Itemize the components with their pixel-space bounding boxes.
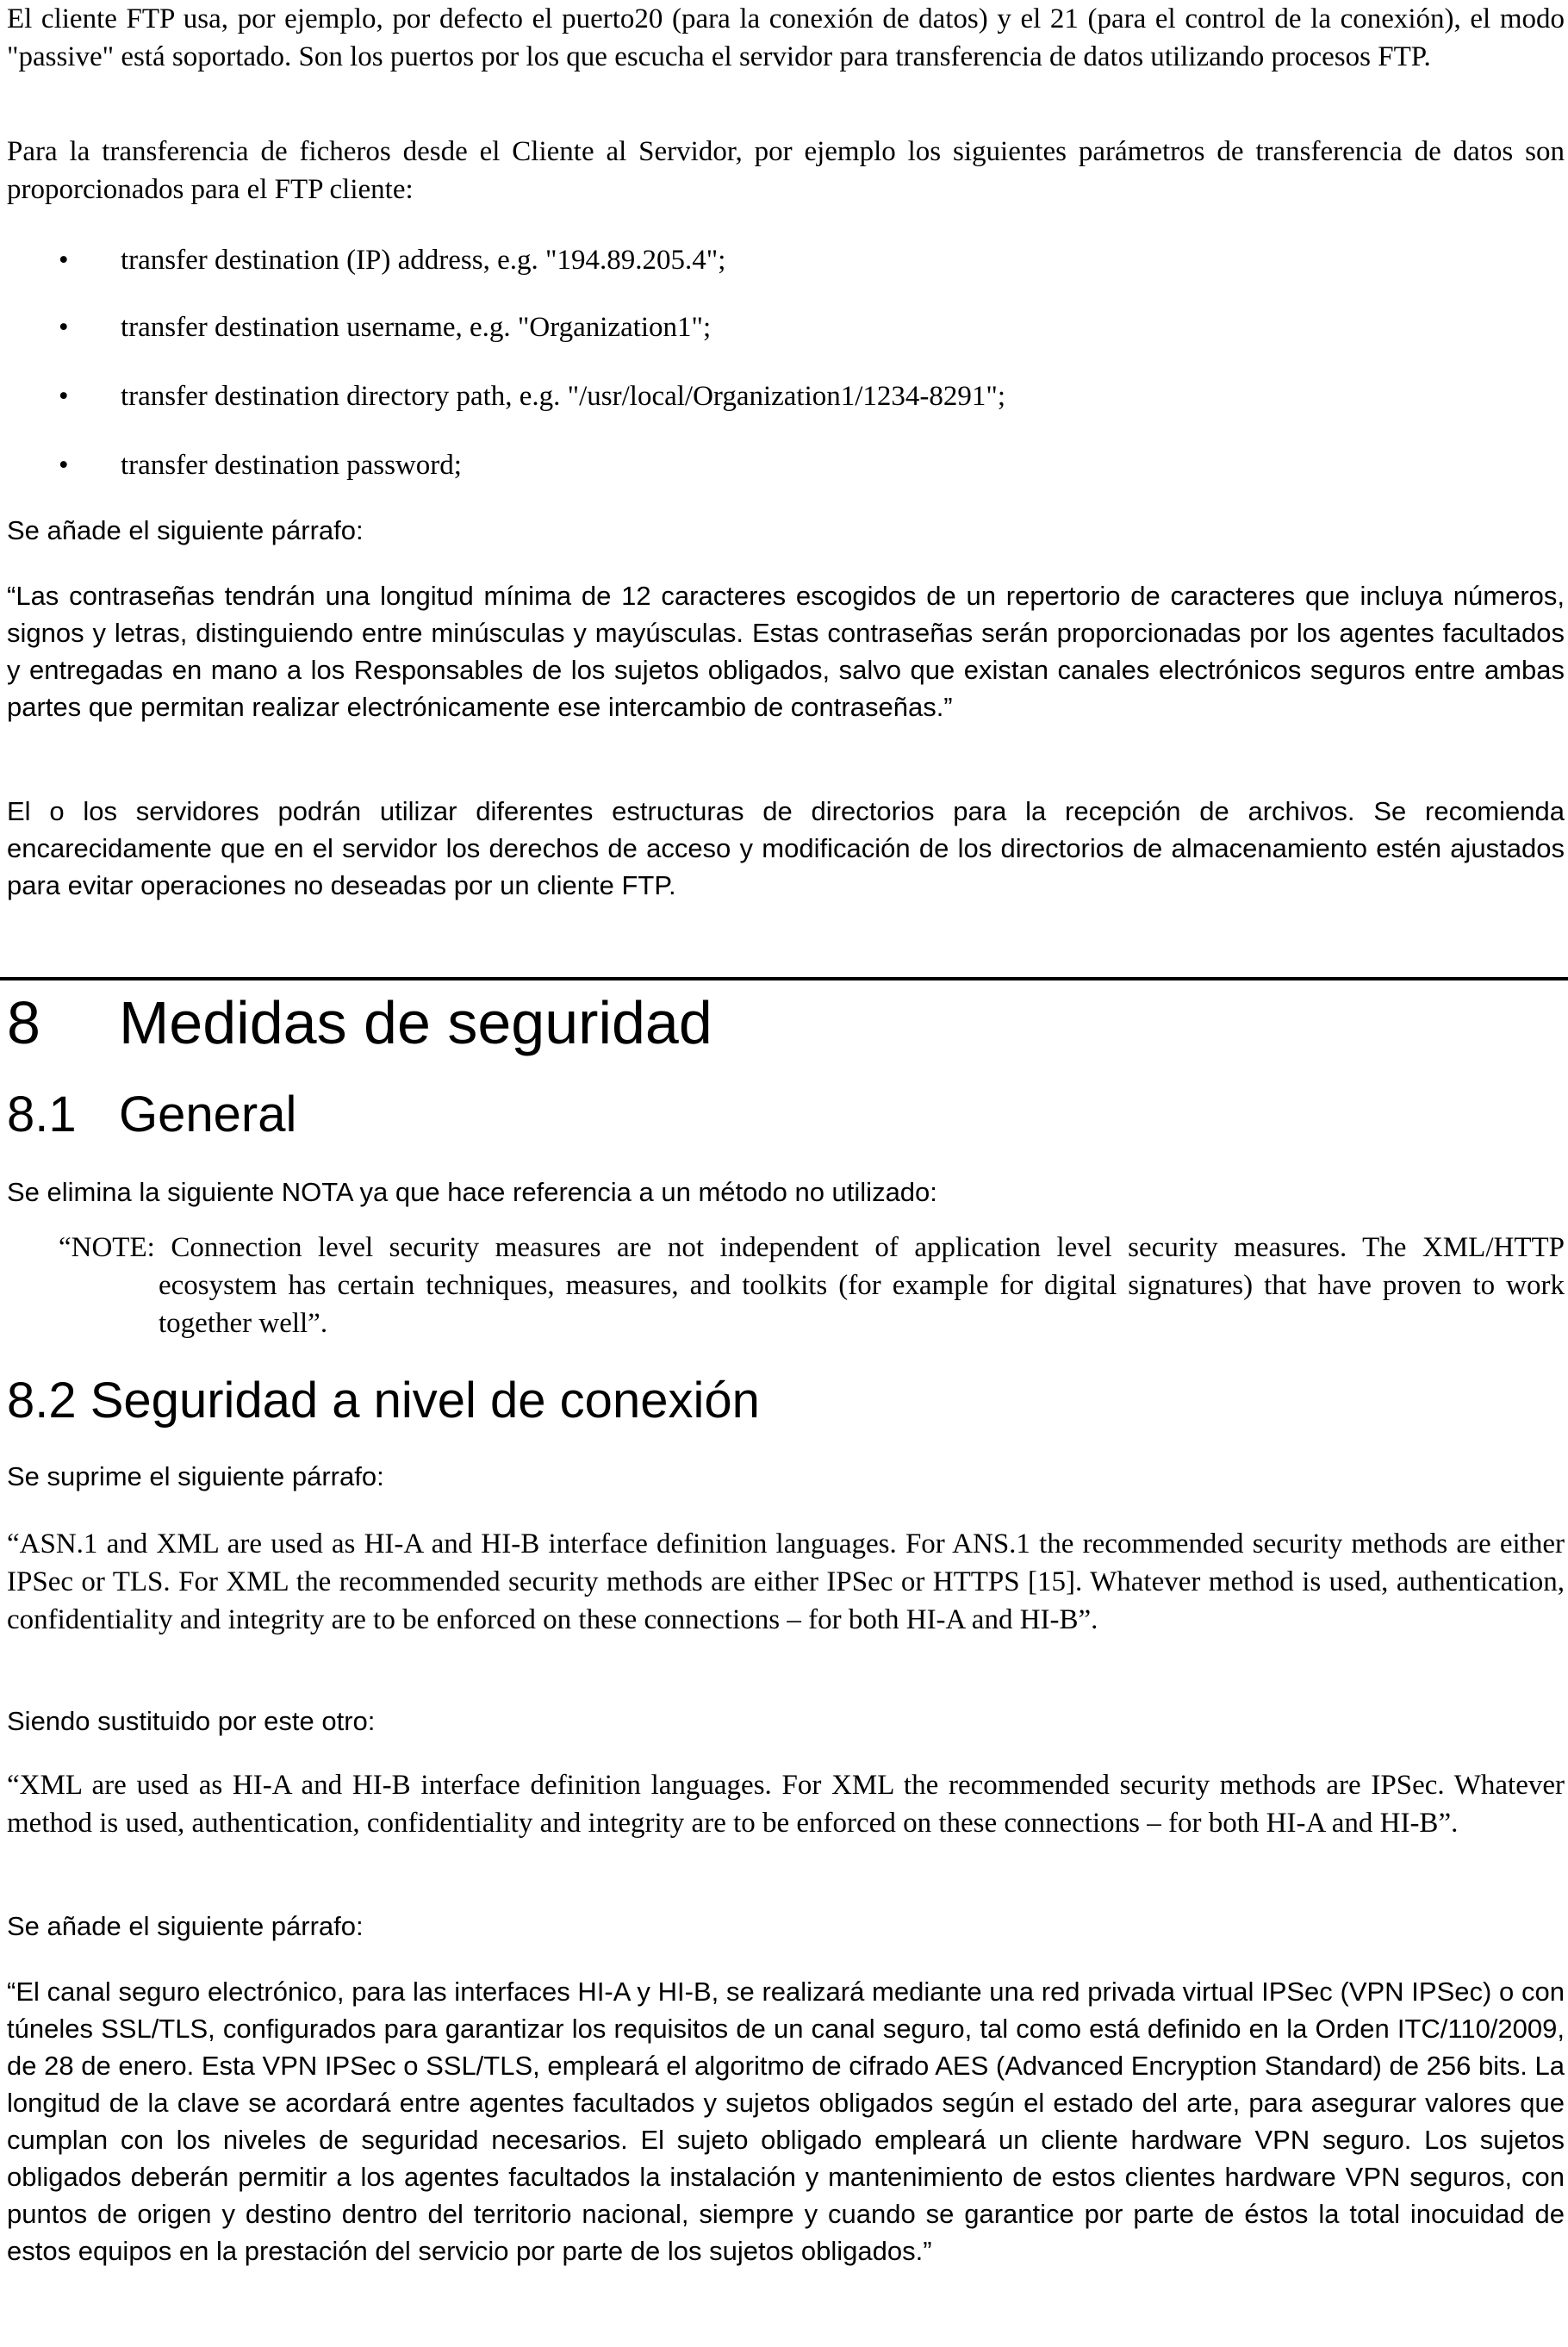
list-item-text: transfer destination password;	[121, 450, 462, 481]
ftp-ports-paragraph: El cliente FTP usa, por ejemplo, por defecto el puerto20 (para la conexión de datos) y el 21 (para el control de la conexión), el modo "passive" está soportado. Son los puertos por los que escucha el servidor para transferencia de datos utilizando procesos FTP.	[7, 3, 1565, 72]
list-item-text: transfer destination directory path, e.g. "/usr/local/Organization1/1234-8291";	[121, 381, 1006, 412]
list-item-text: transfer destination (IP) address, e.g. "194.89.205.4";	[121, 245, 726, 276]
vpn-secure-channel-quote: “El canal seguro electrónico, para las interfaces HI-A y HI-B, se realizará mediante una red privada virtual IPSec (VPN IPSec) o con túneles SSL/TLS, configurados para garantizar los requisitos de un canal seguro, tal como está definido en la Orden ITC/110/2009, de 28 de enero. Esta VPN IPSec o SSL/TLS, empleará el algoritmo de cifrado AES (Advanced Encryption Standard) de 256 bits. La longitud de la clave se acordará entre agentes facultados y sujetos obligados según el estado del arte, para asegurar valores que cumplan con los niveles de seguridad necesarios. El sujeto obligado empleará un cliente hardware VPN seguro. Los sujetos obligados deberán permitir a los agentes facultados la instalación y mantenimiento de estos clientes hardware VPN seguros, con puntos de origen y destino dentro del territorio nacional, siempre y cuando se garantice por parte de éstos la total inocuidad de estos equipos en la prestación del servicio por parte de los sujetos obligados.”	[7, 1977, 1565, 2266]
section-divider	[0, 977, 1568, 981]
replacement-label: Siendo sustituido por este otro:	[7, 1706, 376, 1736]
bullet-icon: •	[59, 450, 69, 481]
section-8-1-heading	[7, 1082, 296, 1148]
directory-structure-paragraph: El o los servidores podrán utilizar diferentes estructuras de directorios para la recepción de archivos. Se recomienda encarecidamente que en el servidor los derechos de acceso y modificación de los directorios de almacenamiento estén ajustados para evitar operaciones no deseadas por un cliente FTP.	[7, 796, 1565, 900]
section-number: 8.1	[7, 1086, 77, 1142]
section-title: General	[119, 1086, 297, 1142]
added-paragraph-label-2: Se añade el siguiente párrafo:	[7, 1911, 364, 1941]
replacement-security-quote: “XML are used as HI-A and HI-B interface definition languages. For XML the recommended security methods are IPSec. Whatever method is used, authentication, confidentiality and integrity are to be enforced on these connections – for both HI-A and HI-B”.	[7, 1770, 1565, 1839]
bullet-icon: •	[59, 381, 69, 412]
transfer-parameters-paragraph: Para la transferencia de ficheros desde el Cliente al Servidor, por ejemplo los siguientes parámetros de transferencia de datos son proporcionados para el FTP cliente:	[7, 136, 1565, 205]
bullet-icon: •	[59, 245, 69, 276]
removed-note-quote: “NOTE: Connection level security measures are not independent of application level security measures. The XML/HTTP ecosystem has certain techniques, measures, and toolkits (for example for digital signatures) that have proven to work together well”.	[59, 1232, 1565, 1339]
list-item-text: transfer destination username, e.g. "Organization1";	[121, 312, 712, 343]
suppressed-paragraph-label: Se suprime el siguiente párrafo:	[7, 1461, 384, 1491]
section-title: Medidas de seguridad	[119, 989, 712, 1056]
original-security-quote: “ASN.1 and XML are used as HI-A and HI-B interface definition languages. For ANS.1 the recommended security methods are either IPSec or TLS. For XML the recommended security methods are either IPSec or HTTPS [15]. Whatever method is used, authentication, confidentiality and integrity are to be enforced on these connections – for both HI-A and HI-B”.	[7, 1528, 1565, 1635]
added-paragraph-label: Se añade el siguiente párrafo:	[7, 515, 364, 545]
password-requirements-quote: “Las contraseñas tendrán una longitud mínima de 12 caracteres escogidos de un repertorio de caracteres que incluya números, signos y letras, distinguiendo entre minúsculas y mayúsculas. Estas contraseñas serán proporcionadas por los agentes facultados y entregadas en mano a los Responsables de los sujetos obligados, salvo que existan canales electrónicos seguros entre ambas partes que permitan realizar electrónicamente ese intercambio de contraseñas.”	[7, 581, 1565, 722]
section-8-heading	[7, 984, 712, 1061]
section-8-2-heading: 8.2 Seguridad a nivel de conexión	[7, 1373, 760, 1429]
bullet-icon: •	[59, 312, 69, 343]
section-number: 8	[7, 989, 40, 1056]
note-removal-paragraph: Se elimina la siguiente NOTA ya que hace referencia a un método no utilizado:	[7, 1177, 937, 1207]
